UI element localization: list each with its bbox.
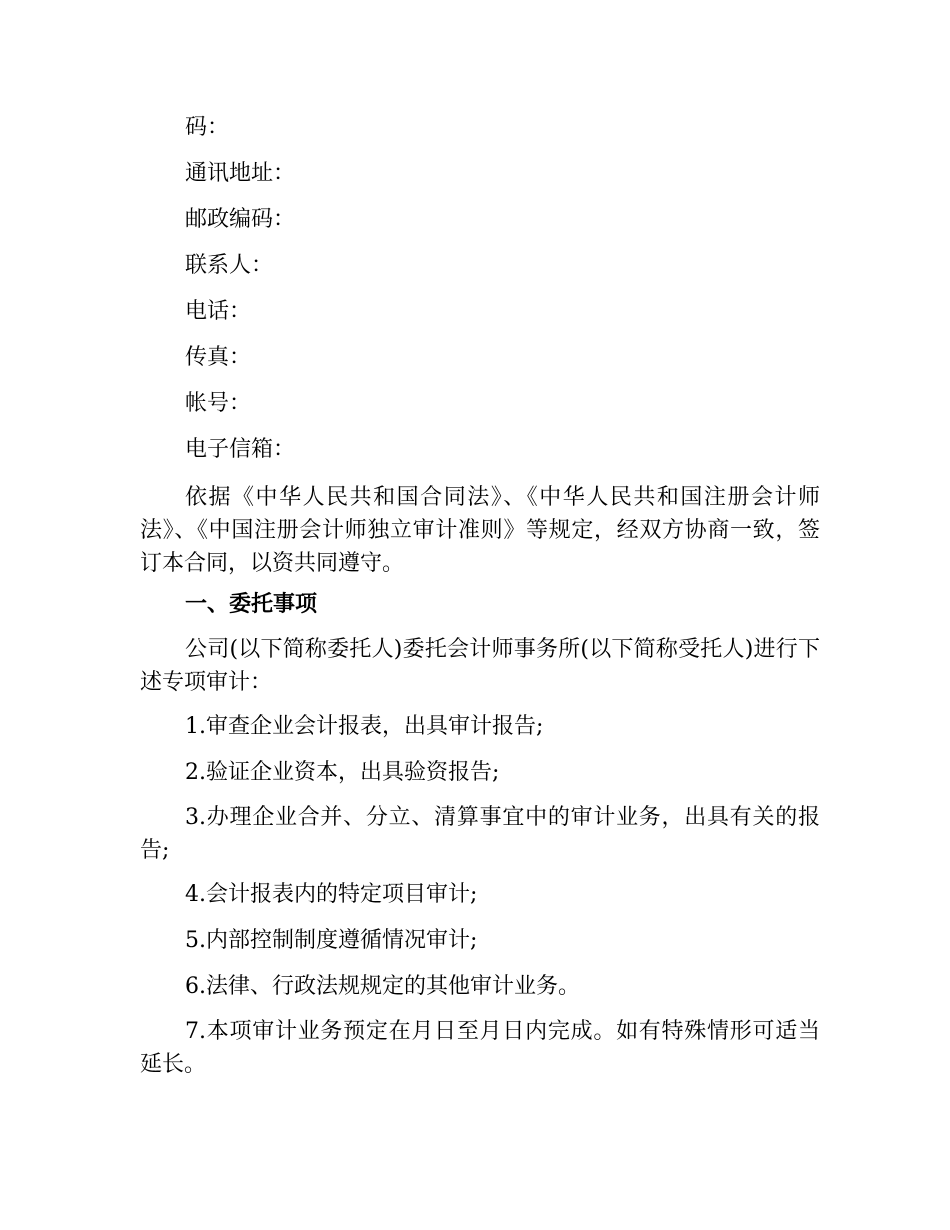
field-address: 通讯地址：	[185, 161, 296, 186]
list-item: 7.本项审计业务预定在月日至月日内完成。如有特殊情形可适当延长。	[140, 1019, 820, 1077]
section-lead-paragraph: 公司(以下简称委托人)委托会计师事务所(以下简称受托人)进行下述专项审计：	[140, 637, 820, 695]
field-email: 电子信箱：	[185, 437, 296, 462]
field-postcode: 邮政编码：	[185, 207, 296, 232]
field-phone: 电话：	[185, 299, 252, 324]
field-code-tail: 码：	[185, 115, 230, 140]
section-heading: 一、委托事项	[185, 591, 318, 617]
list-item: 3.办理企业合并、分立、清算事宜中的审计业务，出具有关的报告;	[140, 805, 820, 863]
list-item: 2.验证企业资本，出具验资报告;	[185, 760, 500, 785]
list-item: 4.会计报表内的特定项目审计;	[185, 882, 478, 907]
list-item: 5.内部控制制度遵循情况审计;	[185, 928, 478, 953]
field-fax: 传真：	[185, 345, 252, 370]
intro-paragraph: 依据《中华人民共和国合同法》、《中华人民共和国注册会计师法》、《中国注册会计师独立审计准则》等规定，经双方协商一致，签订本合同，以资共同遵守。	[140, 485, 820, 576]
list-item: 6.法律、行政法规规定的其他审计业务。	[185, 974, 580, 999]
field-contact: 联系人：	[185, 253, 274, 278]
list-item: 1.审查企业会计报表，出具审计报告;	[185, 714, 544, 739]
field-account: 帐号：	[185, 391, 252, 416]
